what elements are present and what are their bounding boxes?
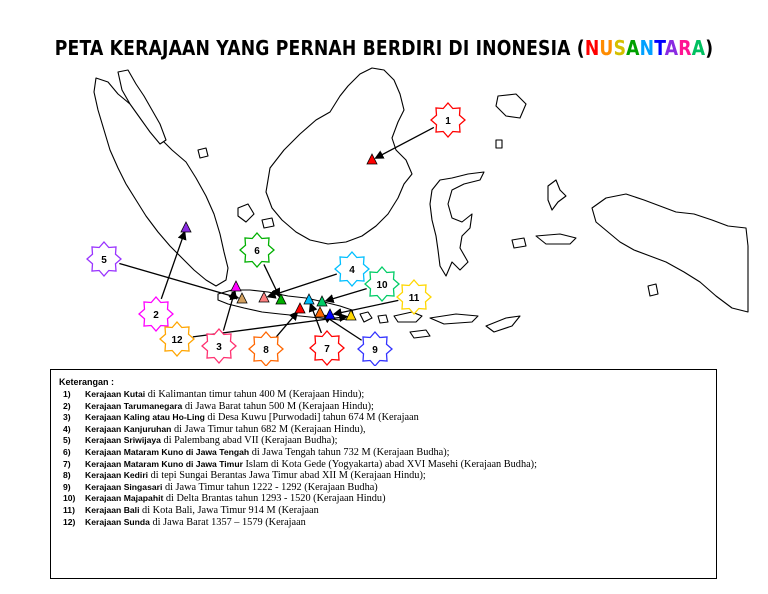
badge-number: 2 xyxy=(153,310,159,321)
sumba-island xyxy=(410,330,430,338)
legend-box xyxy=(50,369,717,579)
legend-entry xyxy=(59,505,710,517)
legend-entry xyxy=(59,447,710,459)
badge-number: 7 xyxy=(324,344,330,355)
legend-entry-number: 8) xyxy=(63,470,71,481)
badge-number: 4 xyxy=(349,265,355,276)
badge-number: 10 xyxy=(376,280,388,291)
kingdom-badge xyxy=(139,297,173,331)
legend-entry-description: di Delta Brantas tahun 1293 - 1520 (Kerajaan Hindu) xyxy=(163,493,386,505)
legend-entry-description: di Kalimantan timur tahun 400 M (Kerajaan Hindu); xyxy=(145,389,365,400)
legend-entry xyxy=(59,412,710,424)
legend-entry xyxy=(59,389,710,401)
nusantara-letter: N xyxy=(584,36,600,60)
badge-number: 5 xyxy=(101,255,107,266)
timor-island xyxy=(486,316,520,332)
legend-entry-kingdom: Kerajaan Kaling atau Ho-Ling xyxy=(85,412,205,423)
legend-entry xyxy=(59,435,710,447)
map-title-close: ) xyxy=(705,36,714,60)
legend-entry-description: di Jawa Tengah tahun 732 M (Kerajaan Budha); xyxy=(249,446,450,458)
legend-entry xyxy=(59,424,710,436)
riau-island xyxy=(198,148,208,158)
legend-entry-kingdom: Kerajaan Singasari xyxy=(85,481,163,492)
badge-number: 12 xyxy=(171,335,183,346)
kingdom-badge xyxy=(335,252,369,286)
nusantara-letter: N xyxy=(639,36,655,60)
sulawesi-island xyxy=(430,172,484,276)
badge-number: 8 xyxy=(263,345,269,356)
legend-entry xyxy=(59,517,710,529)
legend-entry xyxy=(59,482,710,494)
legend-entry-kingdom: Kerajaan Kediri xyxy=(85,470,149,481)
kingdom-badge xyxy=(397,280,431,314)
legend-entry-description: Islam di Kota Gede (Yogyakarta) abad XVI Masehi (Kerajaan Budha); xyxy=(242,458,537,470)
legend-entry-number: 1) xyxy=(63,389,71,399)
kingdom-location-marker xyxy=(231,281,241,291)
legend-entry-number: 9) xyxy=(63,481,71,492)
legend-entry-number: 11) xyxy=(63,504,75,515)
legend-entry-kingdom: Kerajaan Mataram Kuno di Jawa Timur xyxy=(85,458,243,469)
kingdom-badge xyxy=(431,103,465,137)
legend-entry-number: 2) xyxy=(63,400,71,411)
buru-island xyxy=(512,238,526,248)
kingdom-badge xyxy=(310,331,344,365)
badge-number: 1 xyxy=(445,116,451,127)
legend-entry-kingdom: Kerajaan Sriwijaya xyxy=(85,435,161,446)
legend-entry-number: 5) xyxy=(63,435,71,446)
nusantara-letter: U xyxy=(599,36,614,60)
legend-entry-kingdom: Kerajaan Kutai xyxy=(85,389,146,399)
legend-entry-description: di Jawa Barat tahun 500 M (Kerajaan Hindu); xyxy=(182,400,374,412)
sumbawa-island xyxy=(394,312,422,322)
bali-island xyxy=(360,312,372,322)
badge-number: 6 xyxy=(254,246,260,257)
legend-entry-description: di Jawa Timur tahun 1222 - 1292 (Kerajaan Budha) xyxy=(162,481,378,493)
legend-entry xyxy=(59,470,710,482)
nusantara-letter: R xyxy=(678,36,692,60)
legend-entry-description: di tepi Sungai Berantas Jawa Timur abad XII M (Kerajaan Hindu); xyxy=(148,470,426,482)
legend-entry-description: di Kota Bali, Jawa Timur 914 M (Kerajaan xyxy=(139,504,319,516)
legend-entry-description: di Desa Kuwu [Purwodadi] tahun 674 M (Kerajaan xyxy=(204,412,419,424)
papua-island xyxy=(592,194,748,312)
legend-entry-kingdom: Kerajaan Majapahit xyxy=(85,493,164,504)
legend-entry-number: 7) xyxy=(63,458,71,469)
legend-entry-number: 3) xyxy=(63,412,71,423)
legend-entry-description: di Jawa Timur tahun 682 M (Kerajaan Hindu), xyxy=(171,423,366,435)
kingdom-badge xyxy=(202,329,236,363)
nusantara-letter: A xyxy=(626,36,640,60)
legend-entry-kingdom: Kerajaan Kanjuruhan xyxy=(85,423,172,434)
legend-entry xyxy=(59,459,710,471)
legend-entry xyxy=(59,493,710,505)
badge-number: 11 xyxy=(408,293,420,304)
map-title-main: PETA KERAJAAN YANG PERNAH BERDIRI DI INONESIA ( xyxy=(54,36,585,60)
legend-list xyxy=(59,389,710,528)
nusantara-letter: A xyxy=(664,36,679,60)
legend-entry-number: 12) xyxy=(63,516,76,527)
legend-entry-number: 4) xyxy=(63,423,71,434)
badge-arrow xyxy=(326,289,367,301)
belitung-island xyxy=(262,218,274,228)
legend-entry-kingdom: Kerajaan Mataram Kuno di Jawa Tengah xyxy=(85,446,250,457)
kingdom-badge xyxy=(249,332,283,366)
legend-heading: Keterangan : xyxy=(59,377,115,387)
legend-entry-kingdom: Kerajaan Bali xyxy=(85,504,140,515)
legend-entry-number: 10) xyxy=(63,493,76,504)
legend-entry-description: di Jawa Barat 1357 – 1579 (Kerajaan xyxy=(149,516,306,528)
kingdom-badge xyxy=(365,267,399,301)
bangka-island xyxy=(238,204,254,222)
legend-entry-description: di Palembang abad VII (Kerajaan Budha); xyxy=(160,435,338,447)
lombok-island xyxy=(378,315,388,323)
aru-islands xyxy=(648,284,658,296)
halmahera-island xyxy=(548,180,566,210)
sangihe-island xyxy=(496,140,502,148)
legend-entry-kingdom: Kerajaan Tarumanegara xyxy=(85,400,183,411)
legend-entry xyxy=(59,401,710,413)
seram-island xyxy=(536,234,576,244)
kalimantan-island xyxy=(266,68,412,244)
nusantara-letter: A xyxy=(691,36,706,60)
legend-entry-number: 6) xyxy=(63,446,71,457)
legend-entry-kingdom: Kerajaan Sunda xyxy=(85,516,150,527)
nusantara-letter: S xyxy=(613,36,627,60)
nusantara-letter: T xyxy=(654,36,665,60)
kingdom-badge xyxy=(240,233,274,267)
mindanao-island xyxy=(496,94,526,118)
kingdom-badge xyxy=(87,242,121,276)
badge-number: 3 xyxy=(216,342,222,353)
badge-number: 9 xyxy=(372,345,378,356)
kingdom-badge xyxy=(160,322,194,356)
kingdom-badge xyxy=(358,332,392,366)
flores-island xyxy=(430,314,478,324)
